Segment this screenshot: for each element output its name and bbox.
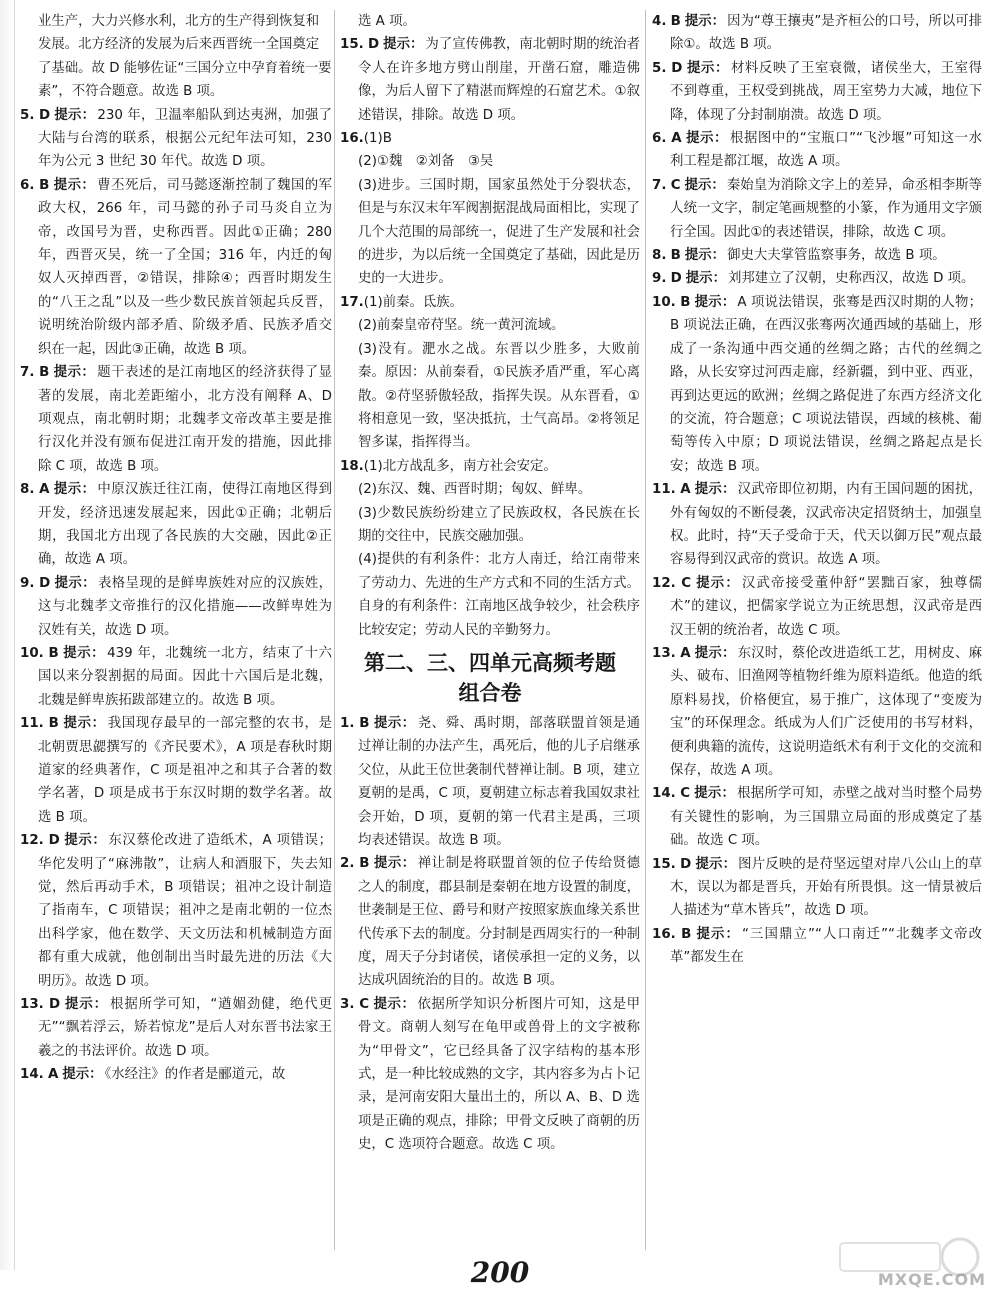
hint-label: 提示：: [62, 716, 106, 732]
answer-letter: B: [48, 645, 59, 661]
hint-label: 提示：: [373, 996, 416, 1012]
column-divider: [334, 10, 335, 1250]
question-number: 4.: [652, 14, 667, 29]
hint-label: 提示：: [373, 856, 416, 872]
answer-item: [652, 267, 982, 290]
answer-letter: D: [670, 271, 682, 287]
answer-item: [20, 361, 332, 478]
answer-continuation: 业生产，大力兴修水利，北方的生产得到恢复和发展。北方经济的发展为后来西晋统一全国奠定了基础。故 D 能够佐证“三国分立中孕育着统一要素”，不符合题意。故选 B 项。: [38, 14, 332, 100]
answer-letter: D: [48, 997, 61, 1013]
answer-letter: D: [368, 37, 380, 53]
explanation-text: 刘邦建立了汉朝，史称西汉，故选 D 项。: [727, 271, 975, 287]
hint-label: 提示：: [53, 177, 96, 193]
explanation-text: 图片反映的是苻坚远望对岸八公山上的草木，误以为都是晋兵，开始有所畏惧。这一情景被后人描述为“草木皆兵”，故选 D 项。: [670, 856, 983, 919]
answer-letter: B: [39, 177, 50, 193]
hint-label: 提示：: [64, 997, 109, 1013]
answer-letter: B: [680, 294, 691, 310]
answer-letter: D: [38, 107, 51, 123]
answer-subpart: (2)东汉、魏、西晋时期；匈奴、鲜卑。: [358, 482, 592, 498]
question-number: 18.: [340, 458, 364, 474]
explanation-text: 439 年，北魏统一北方，结束了十六国以来分裂割据的局面。因此十六国后是北魏，北魏是鲜卑族拓跋部建立的。故选 B 项。: [38, 645, 332, 708]
answer-item: [340, 455, 640, 478]
explanation-text: 御史大夫掌管监察事务，故选 B 项。: [727, 248, 946, 264]
hint-label: 提示：: [695, 856, 737, 872]
answer-item: [20, 829, 332, 993]
explanation-text: 秦始皇为消除文字上的差异，命丞相李斯等人统一文字，制定笔画规整的小篆，作为通用文字颁行全国。因此①的表述错误，排除，故选 C 项。: [670, 177, 983, 240]
answer-letter: B: [39, 365, 50, 381]
answer-subpart: (2)前秦皇帝苻坚。统一黄河流域。: [358, 318, 565, 334]
section-title: 第二、三、四单元高频考题: [364, 650, 616, 675]
hint-label: 提示：: [684, 248, 726, 264]
question-number: 11.: [652, 482, 676, 498]
answer-item: [652, 782, 982, 852]
section-subtitle: 组合卷: [458, 680, 522, 705]
answer-item: [20, 712, 332, 829]
question-number: 9.: [652, 271, 667, 287]
answer-item: [20, 1063, 332, 1086]
answer-letter: C: [681, 575, 692, 591]
answer-letter: B: [670, 14, 681, 29]
explanation-text: 根据所学可知，赤壁之战对当时整个局势有关键性的影响，为三国鼎立局面的形成奠定了基础。故选 C 项。: [670, 786, 982, 849]
question-number: 5.: [652, 60, 667, 76]
question-number: 16.: [340, 131, 364, 147]
hint-label: 提示：: [54, 107, 96, 123]
hint-label: 提示：: [685, 271, 726, 287]
answer-item: [652, 127, 982, 174]
explanation-text: 曹丕死后，司马懿逐渐控制了魏国的军政大权，266 年，司马懿的孙子司马炎自立为帝，改国号为晋，史称西晋。因此①正确；280 年，西晋灭吴，统一了全国；316 年，内迁的匈奴人灭掉西晋，②错误，排除④；西晋时期发生的“八王之乱”以及一些少数民族首领起兵反晋，说明统治阶级内部矛盾、阶级矛盾、民族矛盾交织在一起，因此③正确，故选 B 项。: [38, 177, 333, 357]
question-number: 6.: [20, 177, 35, 193]
answer-continuation: 选 A 项。: [358, 14, 416, 29]
answer-item: [340, 852, 640, 992]
answer-item: [20, 478, 332, 572]
answer-item: [340, 33, 640, 127]
question-number: 7.: [20, 365, 35, 381]
answer-item: [20, 572, 332, 642]
hint-label: 提示：: [62, 645, 106, 661]
explanation-text: 汉武帝接受董仲舒“罢黜百家，独尊儒术”的建议，把儒家学说立为正统思想，汉武帝是西汉王朝的统治者，故选 C 项。: [670, 575, 983, 638]
answer-item: [652, 572, 982, 642]
answer-item: [652, 923, 982, 970]
answer-letter: C: [359, 996, 370, 1012]
explanation-text: 汉武帝即位初期，内有王国问题的困扰，外有匈奴的不断侵袭，汉武帝决定招贤纳士，加强皇权。此时，持“天子受命于天，代天以御万民”观点最容易得到汉武帝的赏识。故选 A 项。: [670, 482, 983, 568]
explanation-text: “三国鼎立”“人口南迁”“北魏孝文帝改革”都发生在: [670, 926, 982, 966]
answer-item: [340, 291, 640, 314]
hint-label: 提示：: [63, 833, 107, 849]
hint-label: 提示：: [695, 575, 740, 591]
hint-label: 提示：: [684, 177, 725, 193]
explanation-text: 我国现存最早的一部完整的农书，是北朝贾思勰撰写的《齐民要术》，A 项是春秋时期道家的经典著作，C 项是祖冲之和其子合著的数学名著，D 项是成书于东汉时期的数学名著。故选 B 项。: [38, 716, 333, 825]
explanation-text: 根据所学可知，“遒媚劲健，绝代更无”“飘若浮云，矫若惊龙”是后人对东晋书法家王羲之的书法评价。故选 D 项。: [38, 997, 332, 1059]
binding-edge: [0, 0, 15, 1270]
answer-item: [652, 291, 982, 478]
hint-label: 提示：: [694, 786, 736, 802]
explanation-text: 《水经注》的作者是郦道元，故: [104, 1067, 286, 1083]
hint-label: 提示：: [694, 294, 736, 310]
watermark-text: MXQE.COM: [877, 1270, 986, 1289]
answer-subpart: (3)进步。三国时期，国家虽然处于分裂状态，但是与东汉末年军阀割据混战局面相比，实现了几个大范围的局部统一，促进了生产发展和社会的进步，为以后统一全国奠定了基础，因此是历史的一大进步。: [358, 177, 640, 287]
hint-label: 提示：: [685, 131, 728, 147]
answer-letter: A: [680, 645, 691, 661]
explanation-text: 230 年，卫温率船队到达夷洲，加强了大陆与台湾的联系，根据公元纪年法可知，230 年为公元 3 世纪 30 年代。故选 D 项。: [38, 107, 332, 170]
hint-label: 提示：: [373, 715, 416, 731]
answer-item: [20, 174, 332, 361]
answer-item: [340, 993, 640, 1157]
answer-item: [652, 853, 982, 923]
explanation-text: 题干表述的是江南地区的经济获得了显著的发展，南北差距缩小，北方没有阐释 A、D 项观点，南北朝时期；北魏孝文帝改革主要是推行汉化并没有颁布促进江南开发的措施，因此排除 C 项，故选 B 项。: [38, 365, 333, 474]
question-number: 16.: [652, 926, 676, 942]
answer-item: [652, 478, 982, 572]
explanation-text: 尧、舜、禹时期，部落联盟首领是通过禅让制的办法产生，禹死后，他的儿子启继承父位，从此王位世袭制代替禅让制。B 项，建立夏朝的是禹，C 项，夏朝建立标志着我国奴隶社会开始，D 项，夏朝的第一代君主是禹，三项均表述错误。故选 B 项。: [358, 715, 640, 848]
question-number: 17.: [340, 294, 364, 310]
explanation-text: 根据图中的“宝瓶口”“飞沙堰”可知这一水利工程是都江堰，故选 A 项。: [670, 131, 983, 170]
question-number: 5.: [20, 107, 35, 123]
hint-label: 提示：: [684, 14, 726, 29]
answer-item: [652, 10, 982, 57]
explanation-text: (1)前秦。氐族。: [363, 294, 464, 310]
question-number: 1.: [340, 715, 355, 731]
question-number: 12.: [20, 833, 44, 849]
explanation-text: 东汉蔡伦改进了造纸术，A 项错误；华佗发明了“麻沸散”，让病人和酒服下，失去知觉，然后再动手术，B 项错误；祖冲之设计制造了指南车，C 项错误；祖冲之是南北朝的一位杰出科学家，他在数学、天文历法和机械制造方面都有重大成就，他创制出当时最先进的历法《大明历》。故选 D 项。: [38, 833, 332, 989]
answer-letter: A: [48, 1067, 59, 1083]
question-number: 13.: [652, 645, 676, 661]
question-number: 8.: [652, 248, 667, 264]
hint-label: 提示：: [62, 1067, 103, 1083]
answer-item: [340, 712, 640, 852]
column-middle: [340, 10, 640, 1157]
question-number: 2.: [340, 856, 355, 872]
explanation-text: 东汉时，蔡伦改进造纸工艺，用树皮、麻头、破布、旧渔网等植物纤维为原料造纸。他造的纸原料易找，价格便宜，易于推广，这体现了“变废为宝”的环保理念。纸成为人们广泛使用的书写材料，便利典籍的流传，这说明造纸术有利于文化的交流和保存，故选 A 项。: [670, 645, 983, 778]
explanation-text: 中原汉族迁往江南，使得江南地区得到开发，经济迅速发展起来，因此①正确；北朝后期，我国北方出现了各民族的大交融，因此②正确，故选 A 项。: [38, 482, 333, 568]
explanation-text: 因为“尊王攘夷”是齐桓公的口号，所以可排除①。故选 B 项。: [670, 14, 983, 53]
answer-item: [652, 57, 982, 127]
explanation-text: 为了宣传佛教，南北朝时期的统治者令人在许多地方劈山削崖，开凿石窟，雕造佛像，为后人留下了精湛而辉煌的石窟艺术。①叙述错误，排除。故选 D 项。: [358, 37, 640, 123]
hint-label: 提示：: [686, 60, 729, 76]
answer-letter: A: [671, 131, 682, 147]
answer-subpart: (3)少数民族纷纷建立了民族政权，各民族在长期的交往中，民族交融加强。: [358, 505, 640, 544]
answer-subpart: (3)没有。淝水之战。东晋以少胜多，大败前秦。原因：从前秦看，①民族矛盾严重，军心离散。②苻坚骄傲轻敌，指挥失误。从东晋看，①将相意见一致，坚决抵抗，士气高昂。②将领足智多谋，指挥得当。: [358, 341, 640, 451]
hint-label: 提示：: [383, 37, 424, 53]
answer-letter: B: [359, 715, 370, 731]
answer-letter: B: [359, 856, 370, 872]
hint-label: 提示：: [694, 645, 736, 661]
answer-letter: D: [671, 60, 683, 76]
explanation-text: (1)B: [363, 131, 392, 147]
answer-item: [20, 642, 332, 712]
hint-label: 提示：: [53, 482, 96, 498]
answer-letter: C: [680, 786, 691, 802]
hint-label: 提示：: [694, 482, 736, 498]
answer-item: [340, 127, 640, 150]
hint-label: 提示：: [54, 575, 96, 591]
column-right: [652, 10, 982, 970]
explanation-text: 材料反映了王室衰微，诸侯坐大，王室得不到尊重，王权受到挑战，周王室势力大减，地位下降，体现了分封制崩溃。故选 D 项。: [670, 60, 983, 123]
question-number: 14.: [20, 1067, 44, 1083]
question-number: 6.: [652, 131, 667, 147]
explanation-text: 依据所学知识分析图片可知，这是甲骨文。商朝人刻写在龟甲或兽骨上的文字被称为“甲骨文”，它已经具备了汉字结构的基本形式，是一种比较成熟的文字，其内容多为占卜记录，是河南安阳大量出土的，所以 A、B、D 选项是正确的观点，排除；甲骨文反映了商朝的历史，C 选项符合题意。故选 C 项。: [358, 996, 640, 1153]
answer-item: [20, 104, 332, 174]
question-number: 8.: [20, 482, 35, 498]
answer-letter: A: [680, 482, 691, 498]
hint-label: 提示：: [53, 365, 96, 381]
answer-letter: D: [48, 833, 60, 849]
answer-item: [652, 642, 982, 782]
explanation-text: (1)北方战乱多，南方社会安定。: [363, 458, 557, 474]
question-number: 15.: [340, 37, 364, 53]
answer-item: [652, 174, 982, 244]
answer-subpart: (4)提供的有利条件：北方人南迁，给江南带来了劳动力、先进的生产方式和不同的生活方式。自身的有利条件：江南地区战争较少，社会秩序比较安定；劳动人民的辛勤努力。: [358, 552, 640, 638]
column-divider: [645, 10, 646, 1250]
answer-letter: B: [681, 926, 692, 942]
answer-letter: C: [670, 177, 681, 193]
question-number: 12.: [652, 575, 676, 591]
page-number: 200: [470, 1256, 530, 1289]
question-number: 11.: [20, 716, 44, 732]
question-number: 15.: [652, 856, 676, 872]
answer-item: [20, 993, 332, 1063]
answer-item: [652, 244, 982, 267]
answer-letter: A: [39, 482, 50, 498]
explanation-text: A 项说法错误，张骞是西汉时期的人物；B 项说法正确，在西汉张骞两次通西域的基础上，形成了一条沟通中西交通的丝绸之路；古代的丝绸之路，从长安穿过河西走廊，经新疆，到中亚、西亚，再到达更远的欧洲；丝绸之路促进了东西方经济文化的交流，符合题意；C 项说法错误，西域的核桃、葡萄等传入中原；D 项说法错误，丝绸之路起点是长安；故选 B 项。: [670, 294, 982, 474]
question-number: 7.: [652, 177, 667, 193]
question-number: 13.: [20, 997, 44, 1013]
answer-letter: B: [48, 716, 59, 732]
explanation-text: 表格呈现的是鲜卑族姓对应的汉族姓，这与北魏孝文帝推行的汉化措施——改鲜卑姓为汉姓有关，故选 D 项。: [38, 575, 333, 638]
question-number: 9.: [20, 575, 35, 591]
hint-label: 提示：: [695, 926, 740, 942]
column-left: [20, 10, 332, 1087]
question-number: 10.: [652, 294, 676, 310]
answer-letter: D: [39, 575, 51, 591]
answer-letter: D: [680, 856, 692, 872]
explanation-text: 禅让制是将联盟首领的位子传给贤德之人的制度，郡县制是秦朝在地方设置的制度，世袭制是王位、爵号和财产按照家族血缘关系世代传承下去的制度。分封制是西周实行的一种制度，周天子分封诸侯，诸侯承担一定的义务，以达成巩固统治的目的。故选 B 项。: [358, 856, 640, 989]
answer-subpart: (2)①魏 ②刘备 ③吴: [358, 154, 494, 170]
question-number: 14.: [652, 786, 676, 802]
question-number: 3.: [340, 996, 355, 1012]
answer-letter: B: [670, 248, 681, 264]
question-number: 10.: [20, 645, 44, 661]
